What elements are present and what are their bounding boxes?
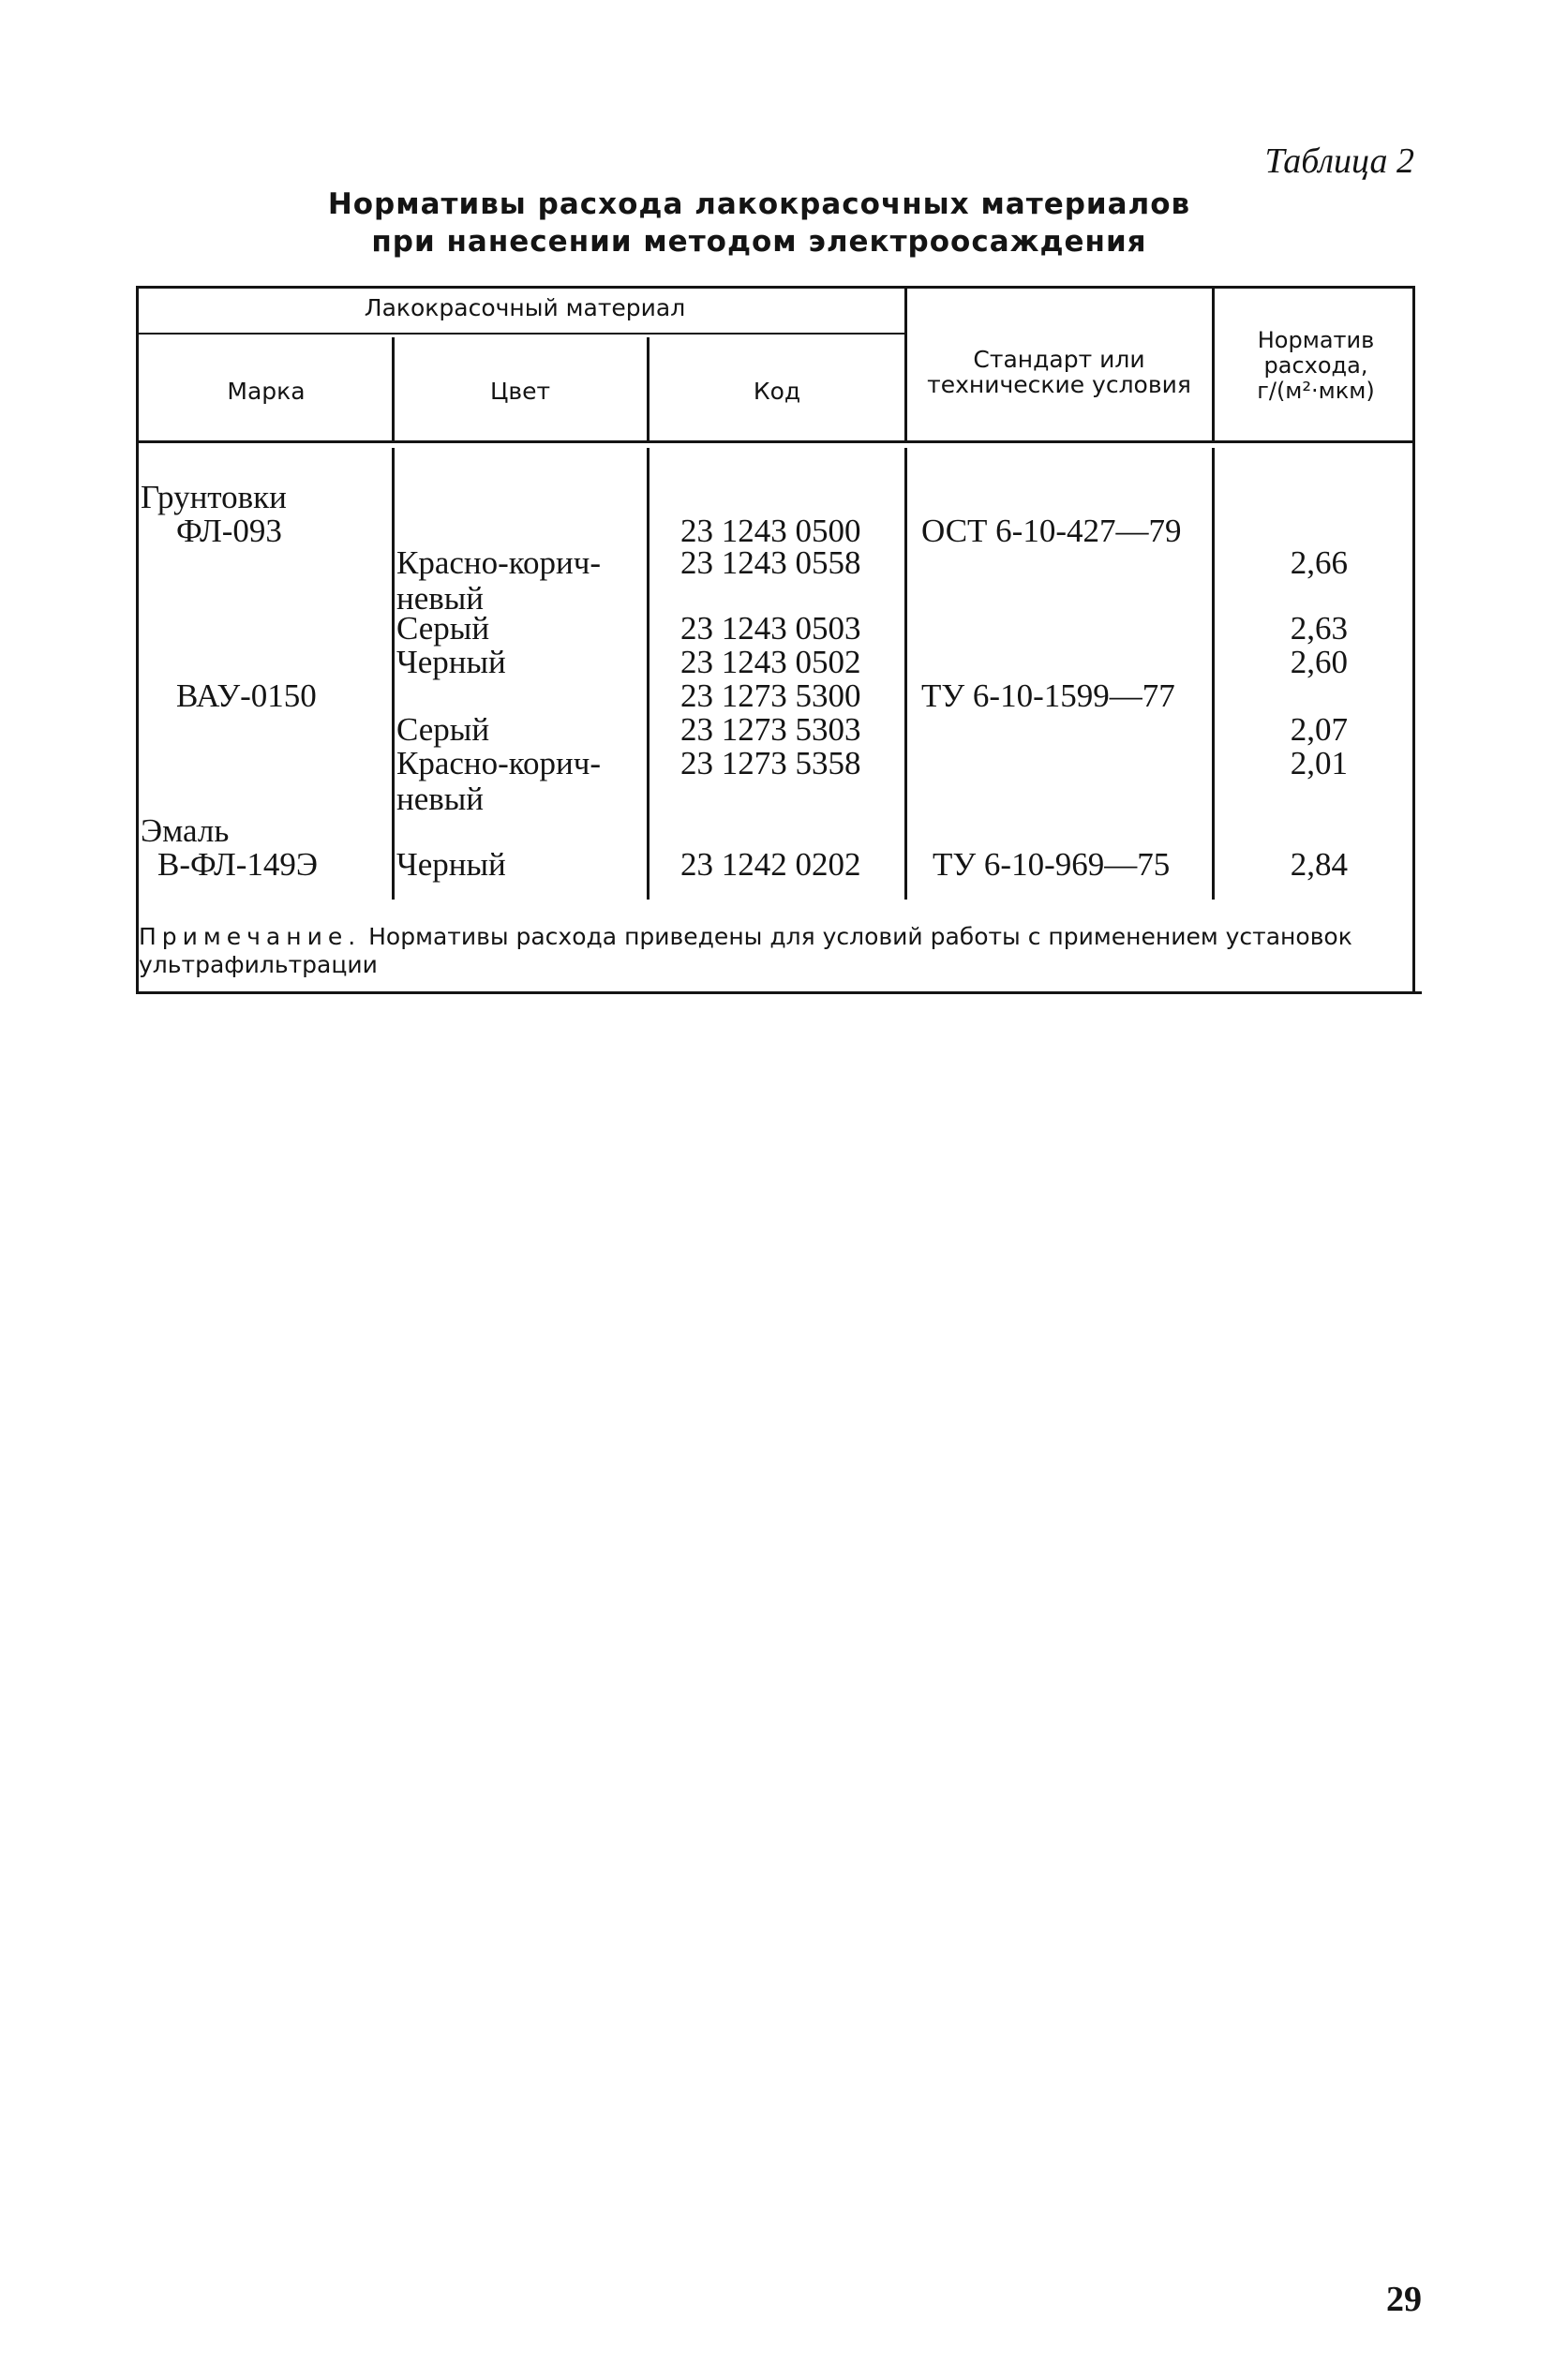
header-material-group: Лакокрасочный материал: [364, 294, 686, 321]
table-cell: 2,07: [1290, 711, 1348, 748]
table-cell: 2,84: [1290, 846, 1348, 883]
col-divider-code: [904, 286, 907, 440]
header-brand: Марка: [227, 378, 306, 405]
col-divider-standard: [1212, 286, 1215, 440]
table-label: Таблица 2: [1264, 141, 1414, 181]
table-top-border: [136, 286, 1415, 289]
table-cell: Серый: [396, 610, 490, 647]
table-cell: 2,63: [1290, 610, 1348, 647]
col-divider-code-body: [904, 448, 907, 900]
table-cell: 23 1273 5303: [680, 711, 861, 748]
table-bottom-border: [136, 991, 1422, 994]
header-color: Цвет: [489, 378, 551, 405]
header-norm: Норматив расхода, г/(м²·мкм): [1257, 327, 1375, 404]
note-text: Нормативы расхода приведены для условий работы с применением установок ультрафильтрации: [139, 923, 1352, 978]
table-cell: Эмаль: [141, 812, 230, 849]
table-title-line-2: при нанесении методом электроосаждения: [371, 225, 1147, 259]
table-cell: Серый: [396, 711, 490, 748]
note-lead: Примечание.: [139, 923, 362, 950]
table-cell: ТУ 6-10-969—75: [933, 846, 1171, 883]
table-cell: Красно-корич-: [396, 544, 602, 581]
table-cell: 23 1273 5358: [680, 745, 861, 781]
group-header-underline: [136, 333, 906, 335]
table-cell: 2,60: [1290, 644, 1348, 680]
header-code: Код: [753, 378, 801, 405]
table-cell: 23 1243 0500: [680, 513, 861, 549]
table-cell: 23 1273 5300: [680, 677, 861, 714]
header-standard: Стандарт или технические условия: [927, 346, 1191, 398]
table-cell: ТУ 6-10-1599—77: [921, 677, 1175, 714]
table-cell: Черный: [396, 644, 506, 680]
page-number: 29: [1386, 2280, 1422, 2319]
table-cell: 23 1242 0202: [680, 846, 861, 883]
table-cell: ВАУ-0150: [176, 677, 317, 714]
table-cell: 23 1243 0503: [680, 610, 861, 647]
col-divider-color-body: [647, 448, 650, 900]
table-cell: 2,01: [1290, 745, 1348, 781]
table-note: [139, 923, 1399, 979]
table-cell: 23 1243 0558: [680, 544, 861, 581]
table-cell: Грунтовки: [141, 479, 287, 515]
table-cell: ФЛ-093: [176, 513, 282, 549]
table-cell: 2,66: [1290, 544, 1348, 581]
table-cell: Красно-корич-: [396, 745, 602, 781]
table-cell: невый: [396, 580, 485, 617]
table-cell: В-ФЛ-149Э: [157, 846, 319, 883]
table-cell: Черный: [396, 846, 506, 883]
header-bottom-border: [136, 440, 1415, 443]
table-left-border: [136, 286, 139, 993]
table-cell: 23 1243 0502: [680, 644, 861, 680]
col-divider-standard-body: [1212, 448, 1215, 900]
table-title-line-1: Нормативы расхода лакокрасочных материалов: [327, 187, 1191, 221]
table-right-border: [1412, 286, 1415, 993]
col-divider-brand-body: [392, 448, 395, 900]
table-cell: ОСТ 6-10-427—79: [921, 513, 1182, 549]
table-cell: невый: [396, 781, 485, 817]
